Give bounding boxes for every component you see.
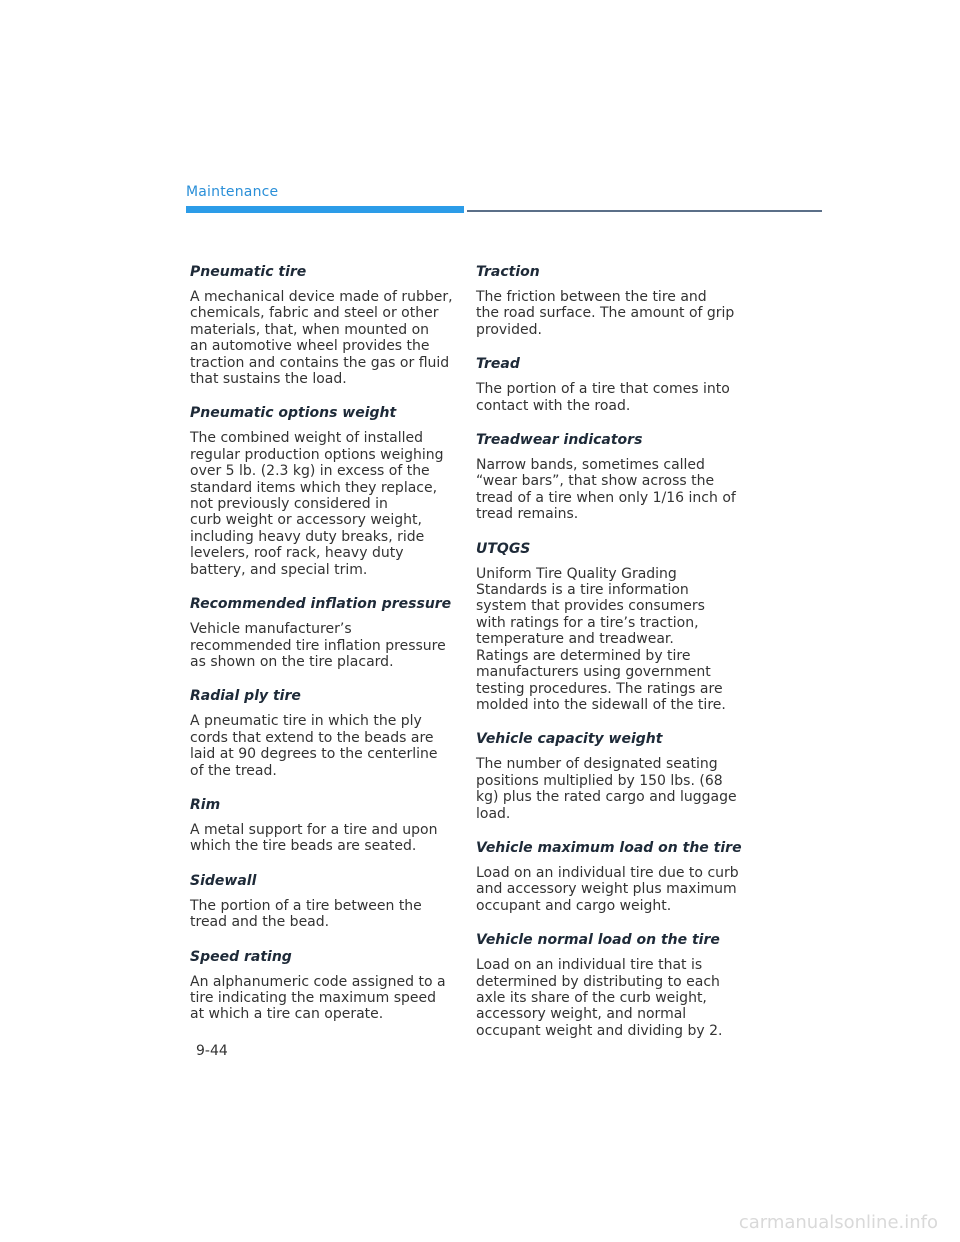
right-column	[476, 263, 744, 1056]
left-column	[190, 263, 458, 1040]
glossary-term: Treadwear indicators	[476, 432, 643, 449]
glossary-definition: The friction between the tire and the road surface. The amount of grip provided.	[476, 289, 735, 338]
glossary-definition: The number of designated seating positions multiplied by 150 lbs. (68 kg) plus the rated cargo and luggage load.	[476, 756, 737, 822]
glossary-term: Pneumatic options weight	[190, 405, 397, 422]
glossary-entry	[476, 263, 744, 338]
glossary-term: Vehicle normal load on the tire	[476, 932, 720, 949]
glossary-definition: A mechanical device made of rubber, chemicals, fabric and steel or other materials, that, when mounted on an automotive wheel provides the traction and contains the gas or fluid that sustains the load.	[190, 289, 453, 388]
section-title: Maintenance	[186, 184, 279, 200]
glossary-term: Traction	[476, 264, 540, 280]
glossary-entry	[190, 687, 458, 779]
glossary-definition: The portion of a tire between the tread and the bead.	[190, 897, 422, 931]
header-divider-line	[467, 210, 822, 212]
glossary-entry	[190, 404, 458, 578]
glossary-term: Tread	[476, 356, 520, 373]
glossary-entry	[476, 540, 744, 714]
glossary-entry	[190, 796, 458, 855]
glossary-entry	[476, 839, 744, 914]
glossary-term: Vehicle maximum load on the tire	[476, 839, 742, 856]
glossary-definition: A metal support for a tire and upon which the tire beads are seated.	[190, 821, 438, 855]
glossary-term: Sidewall	[190, 872, 257, 889]
page-number: 9-44	[196, 1043, 228, 1059]
glossary-term: Recommended inflation pressure	[190, 596, 452, 613]
glossary-definition: Narrow bands, sometimes called “wear bars”, that show across the tread of a tire when only 1/16 inch of tread remains.	[476, 457, 736, 523]
glossary-entry	[476, 730, 744, 822]
glossary-entry	[476, 355, 744, 414]
glossary-definition: A pneumatic tire in which the ply cords that extend to the beads are laid at 90 degrees to the centerline of the tread.	[190, 713, 438, 779]
glossary-entry	[476, 931, 744, 1039]
glossary-term: Rim	[190, 796, 221, 813]
glossary-definition: Load on an individual tire due to curb and accessory weight plus maximum occupant and cargo weight.	[476, 864, 739, 914]
glossary-definition: Uniform Tire Quality Grading Standards is a tire information system that provides consumers with ratings for a tire’s traction, temperature and treadwear. Ratings are determined by tire manufacturers using government testing procedures. The ratings are molded into the sidewall of the tire.	[476, 565, 726, 713]
glossary-term: Vehicle capacity weight	[476, 731, 663, 748]
glossary-definition: An alphanumeric code assigned to a tire indicating the maximum speed at which a tire can operate.	[190, 973, 446, 1023]
watermark-text: carmanualsonline.info	[738, 1212, 938, 1233]
glossary-definition: Vehicle manufacturer’s recommended tire inflation pressure as shown on the tire placard.	[190, 621, 446, 670]
glossary-entry	[190, 263, 458, 387]
header-accent-bar	[186, 206, 464, 213]
glossary-term: Pneumatic tire	[190, 264, 307, 280]
glossary-definition: The combined weight of installed regular production options weighing over 5 lb. (2.3 kg) in excess of the standard items which they replace, not previously considered in curb weight or accessory weight, including heavy duty breaks, ride levelers, roof rack, heavy duty battery, and special trim.	[190, 430, 444, 578]
glossary-definition: The portion of a tire that comes into contact with the road.	[476, 381, 730, 414]
glossary-term: Speed rating	[190, 948, 292, 965]
glossary-definition: Load on an individual tire that is determined by distributing to each axle its share of the curb weight, accessory weight, and normal occupant weight and dividing by 2.	[476, 957, 723, 1039]
glossary-entry	[476, 431, 744, 523]
glossary-entry	[190, 595, 458, 670]
glossary-entry	[190, 948, 458, 1023]
glossary-entry	[190, 872, 458, 931]
glossary-term: Radial ply tire	[190, 688, 301, 705]
glossary-term: UTQGS	[476, 540, 531, 557]
